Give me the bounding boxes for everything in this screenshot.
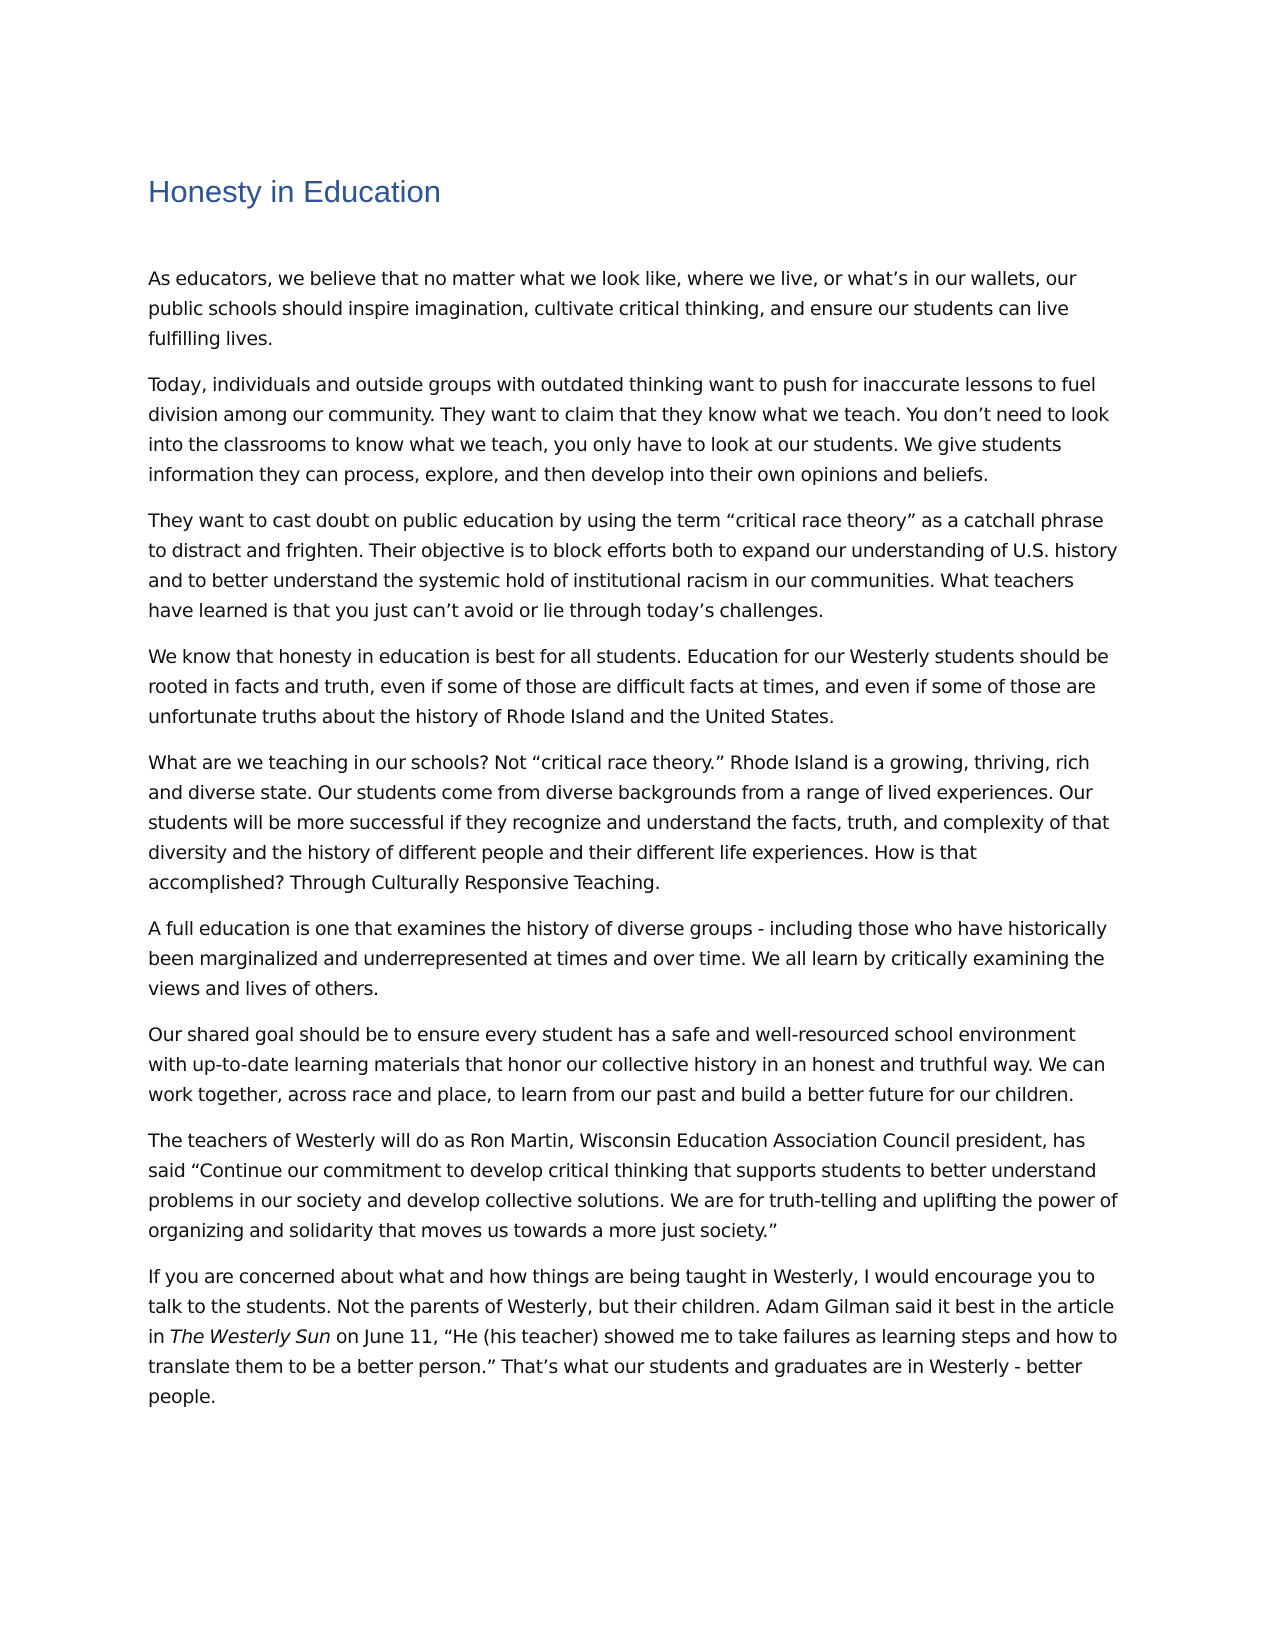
paragraph-6: A full education is one that examines the history of diverse groups - including those who have historically been marginalized and underrepresented at times and over time. We all learn by critically examining the views and lives of others. (148, 918, 1107, 1000)
paragraph-8: The teachers of Westerly will do as Ron Martin, Wisconsin Education Association Council president, has said “Continue our commitment to develop critical thinking that supports students to better understand problems in our society and develop collective solutions. We are for truth-telling and uplifting the power of organizing and solidarity that moves us towards a more just society.” (148, 1130, 1118, 1242)
paragraph-9-text-start: If you are concerned about what and how things are being taught in Westerly, I would encourage you to talk to the students. Not the parents of Westerly, but their children. Adam Gilman said it best in the article in (148, 1266, 1114, 1348)
newspaper-title: The Westerly Sun (169, 1326, 331, 1348)
document-body (148, 172, 1118, 1428)
paragraph-9-text-end: on June 11, “He (his teacher) showed me to take failures as learning steps and how to translate them to be a better person.” That’s what our students and graduates are in Westerly - better people. (148, 1326, 1118, 1408)
paragraph-3: They want to cast doubt on public education by using the term “critical race theory” as a catchall phrase to distract and frighten. Their objective is to block efforts both to expand our understanding of U.S. history and to better understand the systemic hold of institutional racism in our communities. What teachers have learned is that you just can’t avoid or lie through today’s challenges. (148, 510, 1118, 622)
paragraph-9 (148, 1262, 1118, 1412)
paragraph-4: We know that honesty in education is best for all students. Education for our Westerly students should be rooted in facts and truth, even if some of those are difficult facts at times, and even if some of those are unfortunate truths about the history of Rhode Island and the United States. (148, 646, 1109, 728)
document-title: Honesty in Education (148, 174, 441, 209)
paragraph-1: As educators, we believe that no matter what we look like, where we live, or what’s in our wallets, our public schools should inspire imagination, cultivate critical thinking, and ensure our students can live fulfilling lives. (148, 268, 1077, 350)
paragraph-5: What are we teaching in our schools? Not “critical race theory.” Rhode Island is a growing, thriving, rich and diverse state. Our students come from diverse backgrounds from a range of lived experiences. Our students will be more successful if they recognize and understand the facts, truth, and complexity of that diversity and the history of different people and their different life experiences. How is that accomplished? Through Culturally Responsive Teaching. (148, 752, 1110, 894)
paragraph-7: Our shared goal should be to ensure every student has a safe and well-resourced school environment with up-to-date learning materials that honor our collective history in an honest and truthful way. We can work together, across race and place, to learn from our past and build a better future for our children. (148, 1024, 1106, 1106)
paragraph-2: Today, individuals and outside groups with outdated thinking want to push for inaccurate lessons to fuel division among our community. They want to claim that they know what we teach. You don’t need to look into the classrooms to know what we teach, you only have to look at our students. We give students information they can process, explore, and then develop into their own opinions and beliefs. (148, 374, 1109, 486)
